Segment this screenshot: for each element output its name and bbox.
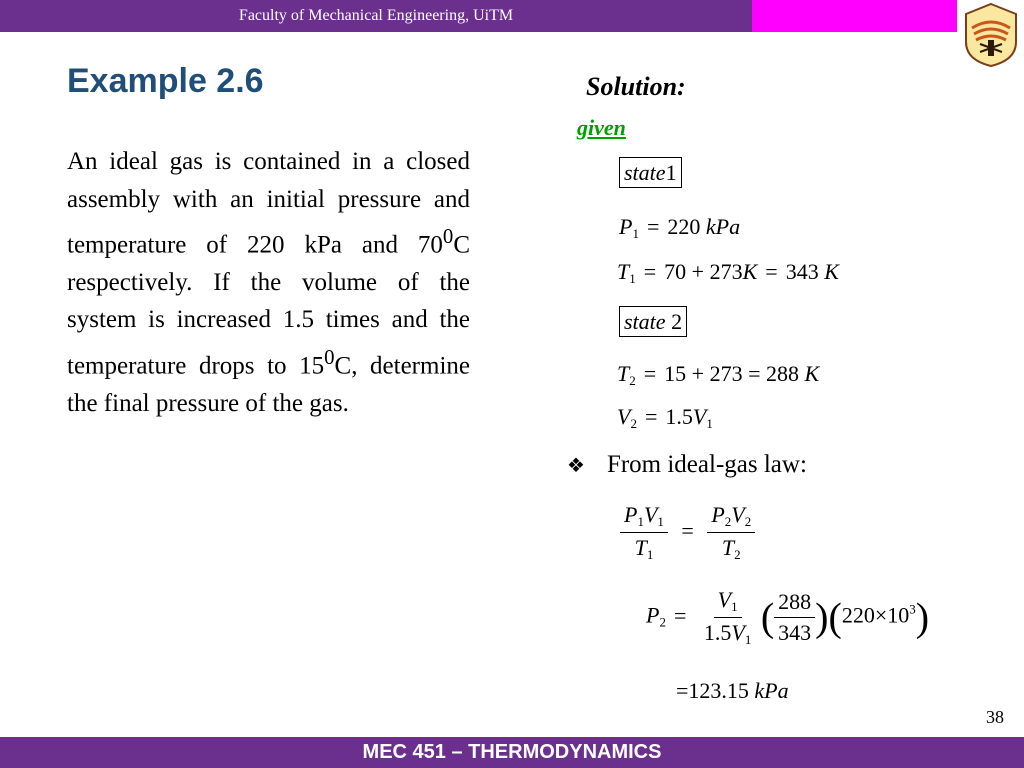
header-text: Faculty of Mechanical Engineering, UiTM [238, 7, 514, 24]
bullet-text: From ideal-gas law: [606, 451, 807, 478]
given-label: given [577, 115, 626, 140]
page-number: 38 [986, 707, 1004, 727]
state1-box: state1 [619, 160, 682, 186]
equation-p1: $P_1 = 220$ kPa [619, 214, 741, 241]
pressure-calculation: $P_2$ = $\frac{V_1}{1.5V_1}$ ( $\frac{288}{343}$ )$(220\times 10^3)$ [646, 587, 930, 647]
state2-box: state 2 [619, 309, 687, 335]
footer-text: MEC 451 – THERMODYNAMICS [362, 741, 662, 763]
header-accent [752, 0, 957, 32]
diamond-bullet-icon: ❖ [567, 455, 585, 477]
equation-t1: $T_1 = 70 + 273K = 343$ K [617, 259, 839, 286]
final-result: =123.15 kPa [676, 678, 789, 703]
solution-heading: Solution: [586, 72, 686, 101]
ideal-gas-law-bullet [567, 451, 807, 479]
problem-statement: An ideal gas is contained in a closed assembly with an initial pressure and temperature of 220 kPa and $70^0C$ respectively. If the volume of the system is increased 1.5 times and the temperature drops to $15^0C$, determine the final pressure of the gas. [67, 148, 470, 417]
page-title: Example 2.6 [67, 62, 264, 100]
equation-v2: $V_2 = 1.5V_1$ [617, 404, 713, 431]
header-bar [0, 0, 752, 32]
equation-t2: $T_2 = 15 + 273 = 288$ K [617, 361, 820, 388]
uitm-crest-icon [962, 2, 1020, 68]
footer-bar [0, 737, 1024, 768]
ideal-gas-law-equation: $\frac{P_1V_1}{T_1}$ = $\frac{P_2V_2}{T_2}$ [620, 502, 755, 563]
